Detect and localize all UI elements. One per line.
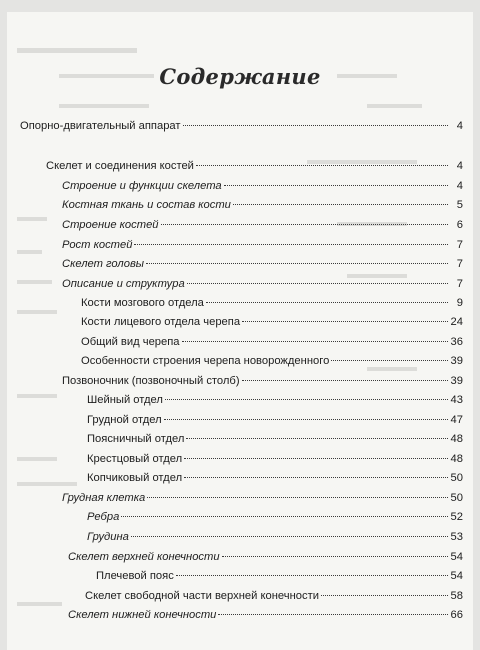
toc-entry-page: 4: [456, 160, 463, 172]
toc-entry-label: Описание и структура: [62, 278, 185, 290]
toc-entry[interactable]: [96, 568, 463, 584]
dot-leader: [331, 360, 447, 361]
toc-entry-page: 36: [450, 336, 463, 348]
toc-entry[interactable]: [68, 607, 463, 623]
toc-entry-label: Плечевой пояс: [96, 570, 174, 582]
toc-entry-label: Поясничный отдел: [87, 433, 185, 445]
toc-entry-label: Строение и функции скелета: [62, 180, 222, 192]
toc-entry-label: Грудина: [87, 531, 129, 543]
toc-entry-label: Скелет нижней конечности: [68, 609, 217, 621]
toc-entry[interactable]: [62, 256, 463, 272]
dot-leader: [131, 536, 448, 537]
page-title: Содержание: [159, 64, 321, 89]
toc-entry[interactable]: [87, 470, 463, 486]
dot-leader: [121, 516, 447, 517]
toc-entry-label: Ребра: [87, 511, 120, 523]
dot-leader: [186, 438, 447, 439]
toc-entry[interactable]: [81, 314, 463, 330]
toc-entry-label: Скелет верхней конечности: [68, 551, 220, 563]
dot-leader: [187, 283, 448, 284]
toc-entry-label: Скелет и соединения костей: [46, 160, 194, 172]
toc-entry-page: 4: [456, 120, 463, 132]
dot-leader: [161, 224, 448, 225]
toc-entry[interactable]: [20, 118, 463, 134]
dot-leader: [222, 556, 448, 557]
dot-leader: [147, 497, 447, 498]
toc-entry-page: 4: [456, 180, 463, 192]
dot-leader: [184, 458, 447, 459]
toc-entry-label: Крестцовый отдел: [87, 453, 183, 465]
dot-leader: [224, 185, 448, 186]
table-of-contents: [7, 12, 473, 650]
toc-entry[interactable]: [62, 490, 463, 506]
toc-entry-page: 47: [450, 414, 463, 426]
toc-entry-label: Шейный отдел: [87, 394, 163, 406]
toc-entry[interactable]: [87, 529, 463, 545]
toc-entry-label: Позвоночник (позвоночный столб): [62, 375, 240, 387]
dot-leader: [218, 614, 447, 615]
dot-leader: [134, 244, 448, 245]
toc-entry-label: Кости лицевого отдела черепа: [81, 316, 241, 328]
toc-entry-label: Опорно-двигательный аппарат: [20, 120, 181, 132]
toc-entry[interactable]: [87, 431, 463, 447]
toc-entry-page: 39: [450, 355, 463, 367]
dot-leader: [182, 341, 448, 342]
toc-entry-page: 9: [456, 297, 463, 309]
toc-entry[interactable]: [81, 295, 463, 311]
toc-entry-page: 54: [450, 551, 463, 563]
toc-entry[interactable]: [62, 237, 463, 253]
toc-entry[interactable]: [81, 353, 463, 369]
toc-entry-label: Костная ткань и состав кости: [62, 199, 231, 211]
toc-entry[interactable]: [46, 158, 463, 174]
toc-entry-page: 39: [450, 375, 463, 387]
toc-entry[interactable]: [87, 451, 463, 467]
toc-entry-page: 48: [450, 453, 463, 465]
toc-entry-page: 7: [456, 278, 463, 290]
toc-entry-label: Рост костей: [62, 239, 133, 251]
toc-entry-label: Общий вид черепа: [81, 336, 180, 348]
toc-entry[interactable]: [62, 197, 463, 213]
dot-leader: [176, 575, 448, 576]
dot-leader: [242, 321, 448, 322]
toc-entry-page: 52: [450, 511, 463, 523]
dot-leader: [184, 477, 447, 478]
toc-entry-page: 58: [450, 590, 463, 602]
toc-entry-page: 53: [450, 531, 463, 543]
dot-leader: [196, 165, 448, 166]
dot-leader: [146, 263, 448, 264]
toc-entry-page: 66: [450, 609, 463, 621]
document-page: [7, 12, 473, 650]
toc-entry-label: Скелет головы: [62, 258, 145, 270]
toc-entry[interactable]: [85, 588, 463, 604]
toc-entry-page: 5: [456, 199, 463, 211]
toc-entry-label: Грудная клетка: [62, 492, 146, 504]
toc-entry-page: 50: [450, 492, 463, 504]
dot-leader: [242, 380, 448, 381]
dot-leader: [321, 595, 448, 596]
toc-entry-page: 7: [456, 239, 463, 251]
toc-entry-page: 54: [450, 570, 463, 582]
toc-entry-label: Строение костей: [62, 219, 159, 231]
dot-leader: [206, 302, 448, 303]
toc-entry-label: Копчиковый отдел: [87, 472, 183, 484]
toc-entry[interactable]: [62, 276, 463, 292]
dot-leader: [233, 204, 448, 205]
toc-entry-page: 24: [450, 316, 463, 328]
dot-leader: [183, 125, 448, 126]
toc-entry[interactable]: [62, 373, 463, 389]
toc-entry[interactable]: [68, 549, 463, 565]
toc-entry-label: Скелет свободной части верхней конечности: [85, 590, 319, 602]
toc-entry-label: Кости мозгового отдела: [81, 297, 204, 309]
toc-entry[interactable]: [62, 178, 463, 194]
toc-entry[interactable]: [87, 509, 463, 525]
dot-leader: [164, 419, 448, 420]
dot-leader: [165, 399, 448, 400]
toc-entry-page: 48: [450, 433, 463, 445]
toc-entry-label: Особенности строения черепа новорожденного: [81, 355, 330, 367]
toc-entry[interactable]: [62, 217, 463, 233]
toc-entry[interactable]: [81, 334, 463, 350]
toc-entry[interactable]: [87, 412, 463, 428]
toc-entry-page: 6: [456, 219, 463, 231]
toc-entry-label: Грудной отдел: [87, 414, 162, 426]
toc-entry[interactable]: [87, 392, 463, 408]
toc-entry-page: 7: [456, 258, 463, 270]
toc-entry-page: 43: [450, 394, 463, 406]
toc-entry-page: 50: [450, 472, 463, 484]
